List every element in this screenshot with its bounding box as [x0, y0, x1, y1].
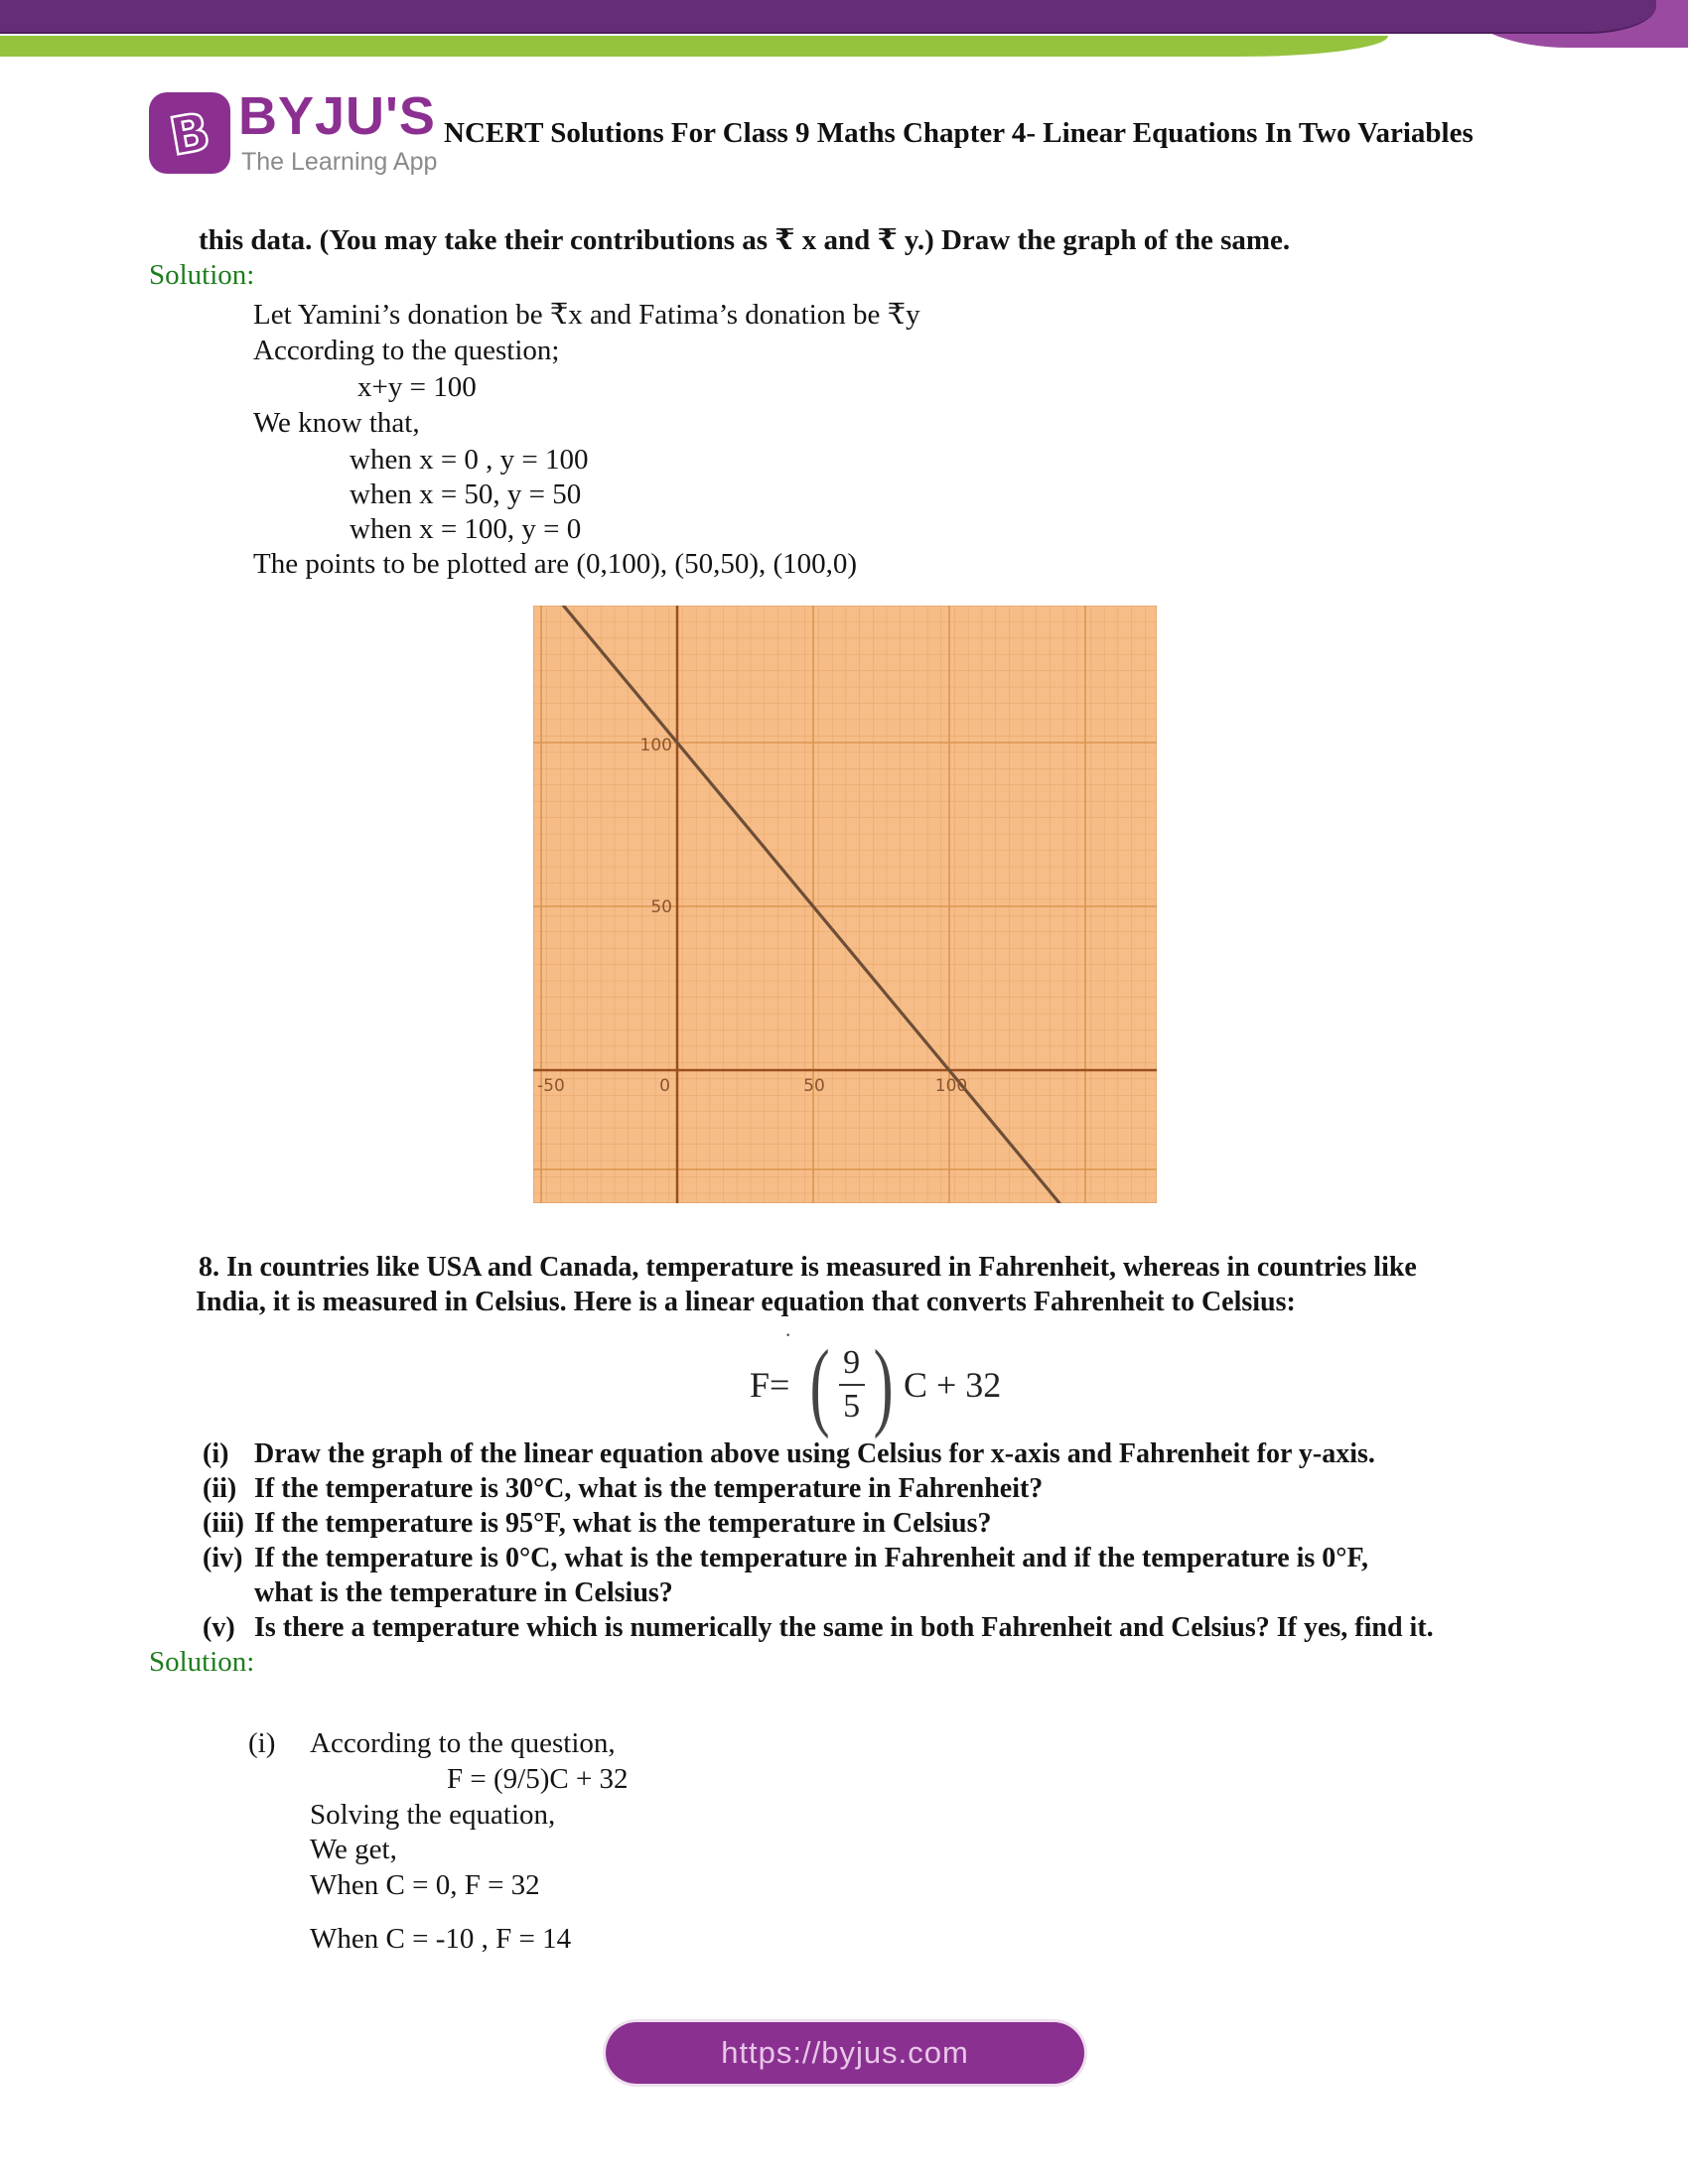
brand-name: BYJU'S	[238, 86, 436, 146]
q8-item-text-iv: If the temperature is 0°C, what is the temperature in Fahrenheit and if the temperature is 0°F,	[254, 1543, 1369, 1573]
q8-item-num-iv: (iv)	[203, 1543, 243, 1573]
top-band-green	[0, 36, 1388, 57]
x-tick-100: 100	[934, 1076, 968, 1096]
sol8-equation: F = (9/5)C + 32	[447, 1763, 629, 1795]
q8-item-text-iv-cont: what is the temperature in Celsius?	[254, 1577, 673, 1608]
fahrenheit-formula	[750, 1330, 1001, 1439]
solution1-when3: when x = 100, y = 0	[350, 513, 582, 545]
solution1-when2: when x = 50, y = 50	[350, 478, 582, 510]
sol8-line2: Solving the equation,	[310, 1799, 556, 1831]
q8-item-num-i: (i)	[203, 1438, 229, 1469]
solution1-when1: when x = 0 , y = 100	[350, 444, 589, 476]
y-tick-50: 50	[650, 897, 672, 917]
q8-item-text-ii: If the temperature is 30°C, what is the temperature in Fahrenheit?	[254, 1473, 1044, 1504]
solution1-points: The points to be plotted are (0,100), (50,50), (100,0)	[253, 548, 858, 580]
fraction-bar	[839, 1384, 865, 1386]
byjus-logo-icon	[149, 92, 230, 174]
x-tick-0: 0	[659, 1076, 670, 1096]
y-tick-100: 100	[639, 736, 672, 755]
formula-rhs: C + 32	[903, 1365, 1002, 1405]
byjus-url-text: https://byjus.com	[721, 2035, 969, 2070]
q8-item-text-iii: If the temperature is 95°F, what is the temperature in Celsius?	[254, 1508, 992, 1539]
formula-lhs: F=	[750, 1365, 790, 1405]
q8-item-num-iii: (iii)	[203, 1508, 244, 1539]
solution2-label: Solution:	[149, 1646, 255, 1678]
sol8-line4: When C = 0, F = 32	[310, 1869, 540, 1901]
question8-line1: 8. In countries like USA and Canada, temperature is measured in Fahrenheit, whereas in countries like	[199, 1252, 1417, 1283]
formula-lparen: (	[809, 1329, 830, 1439]
formula-fraction	[839, 1345, 865, 1425]
q8-item-text-i: Draw the graph of the linear equation above using Celsius for x-axis and Fahrenheit for y-axis.	[254, 1438, 1375, 1469]
q8-item-num-ii: (ii)	[203, 1473, 237, 1504]
svg-text:B: B	[165, 101, 215, 168]
question8-line2: India, it is measured in Celsius. Here is a linear equation that converts Fahrenheit to Celsius:	[196, 1287, 1296, 1317]
stray-scan-mark: ·	[784, 1322, 792, 1347]
sol8-line3: We get,	[310, 1834, 397, 1865]
sol8-line1: According to the question,	[310, 1727, 616, 1759]
solution1-equation: x+y = 100	[357, 371, 477, 403]
q8-item-num-v: (v)	[203, 1612, 235, 1643]
solution1-line3: We know that,	[253, 407, 420, 439]
top-band-dark-purple	[0, 0, 1656, 34]
formula-rparen: )	[873, 1329, 894, 1439]
x-tick-minus50: -50	[537, 1076, 565, 1096]
fraction-numerator: 9	[843, 1344, 861, 1381]
graph-image	[533, 606, 1157, 1203]
question7-text: this data. (You may take their contributions as ₹ x and ₹ y.) Draw the graph of the same.	[199, 224, 1291, 256]
solution1-line1: Let Yamini’s donation be ₹x and Fatima’s donation be ₹y	[253, 299, 920, 331]
graph-svg	[533, 606, 1157, 1203]
solution1-line2: According to the question;	[253, 335, 560, 366]
brand-tagline: The Learning App	[241, 148, 438, 176]
page-title: NCERT Solutions For Class 9 Maths Chapter 4- Linear Equations In Two Variables	[444, 117, 1474, 149]
sol8-item-num: (i)	[248, 1727, 276, 1759]
byjus-url-button[interactable]	[606, 2022, 1084, 2084]
sol8-line5: When C = -10 , F = 14	[310, 1923, 572, 1955]
byjus-b-glyph	[149, 92, 230, 174]
solution1-label: Solution:	[149, 259, 255, 291]
x-tick-50: 50	[803, 1076, 825, 1096]
fraction-denominator: 5	[843, 1388, 861, 1425]
q8-item-text-v: Is there a temperature which is numerically the same in both Fahrenheit and Celsius? If yes, find it.	[254, 1612, 1434, 1643]
graph-minor-grid	[533, 606, 1157, 1203]
